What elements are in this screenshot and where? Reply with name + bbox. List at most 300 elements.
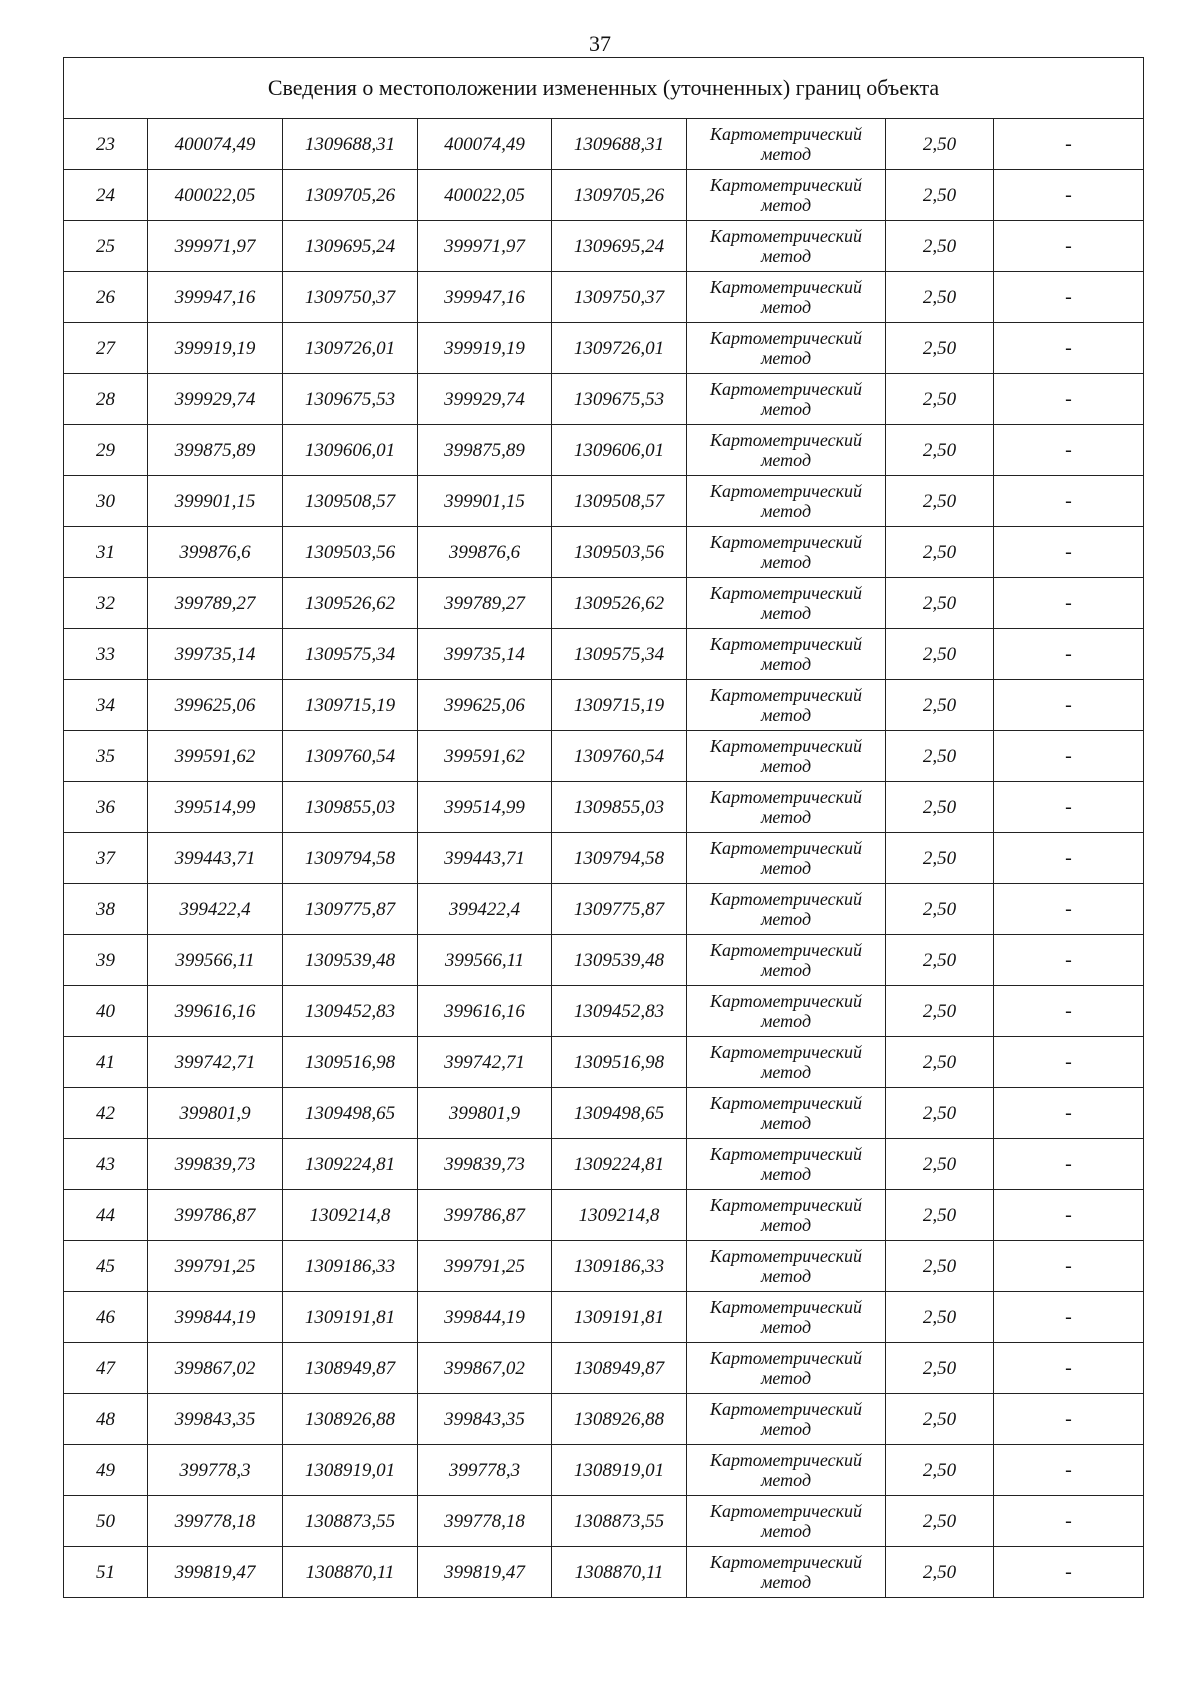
note-cell: - — [994, 986, 1144, 1037]
existing-x-cell: 399839,73 — [148, 1139, 283, 1190]
refined-y-cell: 1309214,8 — [552, 1190, 687, 1241]
accuracy-cell: 2,50 — [886, 1241, 994, 1292]
point-number-cell: 43 — [64, 1139, 148, 1190]
refined-y-cell: 1309503,56 — [552, 527, 687, 578]
method-line-2: метод — [760, 552, 812, 572]
accuracy-cell: 2,50 — [886, 1292, 994, 1343]
existing-x-cell: 399867,02 — [148, 1343, 283, 1394]
refined-x-cell: 399919,19 — [418, 323, 552, 374]
note-cell: - — [994, 170, 1144, 221]
method-cell — [687, 170, 886, 221]
point-number-cell: 35 — [64, 731, 148, 782]
existing-y-cell: 1309539,48 — [283, 935, 418, 986]
refined-x-cell: 399786,87 — [418, 1190, 552, 1241]
refined-y-cell: 1309726,01 — [552, 323, 687, 374]
accuracy-cell: 2,50 — [886, 1496, 994, 1547]
method-cell — [687, 119, 886, 170]
table-row — [64, 221, 1144, 272]
method-line-1: Картометрический — [709, 379, 862, 399]
point-number-cell: 47 — [64, 1343, 148, 1394]
refined-x-cell: 399801,9 — [418, 1088, 552, 1139]
point-number-cell: 48 — [64, 1394, 148, 1445]
method-line-1: Картометрический — [709, 1348, 862, 1368]
note-cell: - — [994, 1445, 1144, 1496]
point-number-cell: 49 — [64, 1445, 148, 1496]
refined-x-cell: 399875,89 — [418, 425, 552, 476]
existing-y-cell: 1309794,58 — [283, 833, 418, 884]
accuracy-cell: 2,50 — [886, 1343, 994, 1394]
note-cell: - — [994, 782, 1144, 833]
point-number-cell: 39 — [64, 935, 148, 986]
note-cell: - — [994, 1343, 1144, 1394]
refined-y-cell: 1308926,88 — [552, 1394, 687, 1445]
existing-x-cell: 399901,15 — [148, 476, 283, 527]
note-cell: - — [994, 1037, 1144, 1088]
note-cell: - — [994, 323, 1144, 374]
accuracy-cell: 2,50 — [886, 1394, 994, 1445]
table-row — [64, 119, 1144, 170]
note-cell: - — [994, 1190, 1144, 1241]
note-cell: - — [994, 680, 1144, 731]
refined-x-cell: 399591,62 — [418, 731, 552, 782]
existing-x-cell: 400022,05 — [148, 170, 283, 221]
method-cell — [687, 527, 886, 578]
table-row — [64, 986, 1144, 1037]
point-number-cell: 50 — [64, 1496, 148, 1547]
point-number-cell: 30 — [64, 476, 148, 527]
method-line-1: Картометрический — [709, 685, 862, 705]
existing-y-cell: 1309695,24 — [283, 221, 418, 272]
note-cell: - — [994, 1547, 1144, 1598]
table-row — [64, 374, 1144, 425]
point-number-cell: 37 — [64, 833, 148, 884]
table-body — [64, 58, 1144, 1598]
method-line-1: Картометрический — [709, 1552, 862, 1572]
existing-y-cell: 1309503,56 — [283, 527, 418, 578]
refined-x-cell: 399778,18 — [418, 1496, 552, 1547]
method-line-1: Картометрический — [709, 226, 862, 246]
refined-x-cell: 399971,97 — [418, 221, 552, 272]
refined-y-cell: 1309760,54 — [552, 731, 687, 782]
point-number-cell: 29 — [64, 425, 148, 476]
accuracy-cell: 2,50 — [886, 680, 994, 731]
refined-y-cell: 1309186,33 — [552, 1241, 687, 1292]
refined-x-cell: 399839,73 — [418, 1139, 552, 1190]
existing-x-cell: 399844,19 — [148, 1292, 283, 1343]
existing-y-cell: 1308873,55 — [283, 1496, 418, 1547]
existing-y-cell: 1309675,53 — [283, 374, 418, 425]
existing-y-cell: 1309224,81 — [283, 1139, 418, 1190]
page-number: 37 — [589, 31, 611, 56]
accuracy-cell: 2,50 — [886, 425, 994, 476]
refined-y-cell: 1309508,57 — [552, 476, 687, 527]
method-line-2: метод — [760, 1011, 812, 1031]
method-cell — [687, 221, 886, 272]
point-number-cell: 31 — [64, 527, 148, 578]
table-row — [64, 272, 1144, 323]
method-line-2: метод — [760, 1368, 812, 1388]
method-cell — [687, 272, 886, 323]
method-line-2: метод — [760, 1164, 812, 1184]
table-row — [64, 1547, 1144, 1598]
existing-x-cell: 399947,16 — [148, 272, 283, 323]
method-cell — [687, 629, 886, 680]
method-line-2: метод — [760, 960, 812, 980]
refined-y-cell: 1309526,62 — [552, 578, 687, 629]
method-cell — [687, 1139, 886, 1190]
point-number-cell: 24 — [64, 170, 148, 221]
refined-y-cell: 1309775,87 — [552, 884, 687, 935]
note-cell: - — [994, 374, 1144, 425]
accuracy-cell: 2,50 — [886, 221, 994, 272]
accuracy-cell: 2,50 — [886, 884, 994, 935]
method-cell — [687, 1088, 886, 1139]
method-cell — [687, 476, 886, 527]
method-line-2: метод — [760, 1521, 812, 1541]
table-row — [64, 578, 1144, 629]
existing-x-cell: 399786,87 — [148, 1190, 283, 1241]
existing-x-cell: 400074,49 — [148, 119, 283, 170]
table-row — [64, 1445, 1144, 1496]
refined-x-cell: 399735,14 — [418, 629, 552, 680]
refined-x-cell: 399625,06 — [418, 680, 552, 731]
method-line-1: Картометрический — [709, 940, 862, 960]
refined-x-cell: 399422,4 — [418, 884, 552, 935]
existing-x-cell: 399616,16 — [148, 986, 283, 1037]
method-line-2: метод — [760, 1419, 812, 1439]
refined-y-cell: 1309498,65 — [552, 1088, 687, 1139]
existing-x-cell: 399801,9 — [148, 1088, 283, 1139]
method-cell — [687, 578, 886, 629]
method-line-2: метод — [760, 1215, 812, 1235]
accuracy-cell: 2,50 — [886, 731, 994, 782]
table-row — [64, 1292, 1144, 1343]
note-cell: - — [994, 1496, 1144, 1547]
existing-x-cell: 399778,18 — [148, 1496, 283, 1547]
existing-x-cell: 399514,99 — [148, 782, 283, 833]
accuracy-cell: 2,50 — [886, 1139, 994, 1190]
point-number-cell: 51 — [64, 1547, 148, 1598]
method-cell — [687, 884, 886, 935]
note-cell: - — [994, 527, 1144, 578]
method-line-1: Картометрический — [709, 583, 862, 603]
method-line-1: Картометрический — [709, 1450, 862, 1470]
method-line-2: метод — [760, 858, 812, 878]
existing-y-cell: 1309575,34 — [283, 629, 418, 680]
table-row — [64, 833, 1144, 884]
refined-x-cell: 399901,15 — [418, 476, 552, 527]
note-cell: - — [994, 884, 1144, 935]
existing-y-cell: 1309498,65 — [283, 1088, 418, 1139]
method-cell — [687, 374, 886, 425]
point-number-cell: 46 — [64, 1292, 148, 1343]
method-cell — [687, 1547, 886, 1598]
method-line-2: метод — [760, 756, 812, 776]
table-row — [64, 629, 1144, 680]
refined-y-cell: 1309452,83 — [552, 986, 687, 1037]
method-line-1: Картометрический — [709, 1093, 862, 1113]
table-row — [64, 425, 1144, 476]
method-cell — [687, 1394, 886, 1445]
method-line-2: метод — [760, 1113, 812, 1133]
method-cell — [687, 935, 886, 986]
method-line-1: Картометрический — [709, 787, 862, 807]
existing-y-cell: 1309760,54 — [283, 731, 418, 782]
point-number-cell: 33 — [64, 629, 148, 680]
method-line-1: Картометрический — [709, 175, 862, 195]
existing-x-cell: 399778,3 — [148, 1445, 283, 1496]
existing-y-cell: 1309688,31 — [283, 119, 418, 170]
method-line-1: Картометрический — [709, 889, 862, 909]
refined-x-cell: 399566,11 — [418, 935, 552, 986]
method-line-2: метод — [760, 654, 812, 674]
method-line-2: метод — [760, 1470, 812, 1490]
method-line-2: метод — [760, 1062, 812, 1082]
note-cell: - — [994, 833, 1144, 884]
method-cell — [687, 782, 886, 833]
existing-y-cell: 1308926,88 — [283, 1394, 418, 1445]
refined-y-cell: 1309516,98 — [552, 1037, 687, 1088]
existing-x-cell: 399791,25 — [148, 1241, 283, 1292]
table-row — [64, 1241, 1144, 1292]
refined-x-cell: 399789,27 — [418, 578, 552, 629]
note-cell: - — [994, 221, 1144, 272]
note-cell: - — [994, 1088, 1144, 1139]
existing-x-cell: 399566,11 — [148, 935, 283, 986]
point-number-cell: 42 — [64, 1088, 148, 1139]
existing-x-cell: 399422,4 — [148, 884, 283, 935]
refined-y-cell: 1308873,55 — [552, 1496, 687, 1547]
accuracy-cell: 2,50 — [886, 578, 994, 629]
existing-y-cell: 1309186,33 — [283, 1241, 418, 1292]
table-row — [64, 323, 1144, 374]
refined-x-cell: 399947,16 — [418, 272, 552, 323]
method-line-1: Картометрический — [709, 1501, 862, 1521]
existing-x-cell: 399625,06 — [148, 680, 283, 731]
method-line-1: Картометрический — [709, 532, 862, 552]
accuracy-cell: 2,50 — [886, 323, 994, 374]
point-number-cell: 25 — [64, 221, 148, 272]
existing-x-cell: 399929,74 — [148, 374, 283, 425]
existing-y-cell: 1309214,8 — [283, 1190, 418, 1241]
existing-y-cell: 1309715,19 — [283, 680, 418, 731]
refined-x-cell: 399616,16 — [418, 986, 552, 1037]
method-line-2: метод — [760, 144, 812, 164]
method-line-2: метод — [760, 1317, 812, 1337]
method-line-1: Картометрический — [709, 481, 862, 501]
accuracy-cell: 2,50 — [886, 1037, 994, 1088]
refined-x-cell: 399778,3 — [418, 1445, 552, 1496]
existing-x-cell: 399875,89 — [148, 425, 283, 476]
method-line-2: метод — [760, 450, 812, 470]
method-cell — [687, 323, 886, 374]
method-line-1: Картометрический — [709, 1399, 862, 1419]
point-number-cell: 41 — [64, 1037, 148, 1088]
method-line-2: метод — [760, 399, 812, 419]
existing-y-cell: 1308870,11 — [283, 1547, 418, 1598]
method-line-2: метод — [760, 1572, 812, 1592]
refined-y-cell: 1309695,24 — [552, 221, 687, 272]
method-line-2: метод — [760, 348, 812, 368]
existing-x-cell: 399919,19 — [148, 323, 283, 374]
point-number-cell: 36 — [64, 782, 148, 833]
method-line-2: метод — [760, 195, 812, 215]
method-line-1: Картометрический — [709, 991, 862, 1011]
accuracy-cell: 2,50 — [886, 935, 994, 986]
refined-x-cell: 399876,6 — [418, 527, 552, 578]
note-cell: - — [994, 629, 1144, 680]
method-line-1: Картометрический — [709, 124, 862, 144]
method-line-1: Картометрический — [709, 1195, 862, 1215]
method-cell — [687, 833, 886, 884]
method-line-1: Картометрический — [709, 1144, 862, 1164]
method-line-1: Картометрический — [709, 430, 862, 450]
refined-y-cell: 1309224,81 — [552, 1139, 687, 1190]
refined-x-cell: 399514,99 — [418, 782, 552, 833]
existing-y-cell: 1309526,62 — [283, 578, 418, 629]
refined-x-cell: 400074,49 — [418, 119, 552, 170]
refined-y-cell: 1309191,81 — [552, 1292, 687, 1343]
method-line-1: Картометрический — [709, 634, 862, 654]
refined-y-cell: 1308870,11 — [552, 1547, 687, 1598]
method-cell — [687, 1037, 886, 1088]
existing-y-cell: 1309508,57 — [283, 476, 418, 527]
accuracy-cell: 2,50 — [886, 170, 994, 221]
table-row — [64, 731, 1144, 782]
refined-y-cell: 1308949,87 — [552, 1343, 687, 1394]
existing-x-cell: 399971,97 — [148, 221, 283, 272]
method-line-1: Картометрический — [709, 1297, 862, 1317]
method-cell — [687, 1445, 886, 1496]
existing-x-cell: 399843,35 — [148, 1394, 283, 1445]
note-cell: - — [994, 1292, 1144, 1343]
method-line-1: Картометрический — [709, 277, 862, 297]
method-line-2: метод — [760, 909, 812, 929]
method-cell — [687, 425, 886, 476]
method-cell — [687, 1190, 886, 1241]
table-caption-row — [64, 58, 1144, 119]
note-cell: - — [994, 272, 1144, 323]
table-row — [64, 782, 1144, 833]
refined-x-cell: 400022,05 — [418, 170, 552, 221]
note-cell: - — [994, 476, 1144, 527]
existing-y-cell: 1308919,01 — [283, 1445, 418, 1496]
method-cell — [687, 1241, 886, 1292]
refined-y-cell: 1309855,03 — [552, 782, 687, 833]
existing-y-cell: 1309726,01 — [283, 323, 418, 374]
refined-y-cell: 1309705,26 — [552, 170, 687, 221]
existing-x-cell: 399819,47 — [148, 1547, 283, 1598]
refined-x-cell: 399443,71 — [418, 833, 552, 884]
table-row — [64, 1496, 1144, 1547]
existing-y-cell: 1309606,01 — [283, 425, 418, 476]
method-line-2: метод — [760, 705, 812, 725]
accuracy-cell: 2,50 — [886, 1445, 994, 1496]
note-cell: - — [994, 578, 1144, 629]
method-line-1: Картометрический — [709, 1246, 862, 1266]
refined-y-cell: 1309575,34 — [552, 629, 687, 680]
refined-x-cell: 399844,19 — [418, 1292, 552, 1343]
refined-x-cell: 399791,25 — [418, 1241, 552, 1292]
table-row — [64, 1343, 1144, 1394]
point-number-cell: 32 — [64, 578, 148, 629]
point-number-cell: 38 — [64, 884, 148, 935]
refined-x-cell: 399929,74 — [418, 374, 552, 425]
method-line-2: метод — [760, 1266, 812, 1286]
accuracy-cell: 2,50 — [886, 527, 994, 578]
refined-y-cell: 1309539,48 — [552, 935, 687, 986]
existing-y-cell: 1309191,81 — [283, 1292, 418, 1343]
existing-y-cell: 1309705,26 — [283, 170, 418, 221]
method-line-2: метод — [760, 297, 812, 317]
existing-x-cell: 399591,62 — [148, 731, 283, 782]
refined-y-cell: 1309688,31 — [552, 119, 687, 170]
point-number-cell: 27 — [64, 323, 148, 374]
point-number-cell: 45 — [64, 1241, 148, 1292]
point-number-cell: 26 — [64, 272, 148, 323]
table-caption: Сведения о местоположении измененных (уточненных) границ объекта — [64, 58, 1144, 119]
table-row — [64, 935, 1144, 986]
accuracy-cell: 2,50 — [886, 986, 994, 1037]
accuracy-cell: 2,50 — [886, 1547, 994, 1598]
refined-x-cell: 399867,02 — [418, 1343, 552, 1394]
accuracy-cell: 2,50 — [886, 272, 994, 323]
method-line-1: Картометрический — [709, 1042, 862, 1062]
table-row — [64, 170, 1144, 221]
table-row — [64, 527, 1144, 578]
refined-y-cell: 1309715,19 — [552, 680, 687, 731]
table-row — [64, 476, 1144, 527]
point-number-cell: 44 — [64, 1190, 148, 1241]
table-row — [64, 1088, 1144, 1139]
refined-y-cell: 1308919,01 — [552, 1445, 687, 1496]
existing-y-cell: 1308949,87 — [283, 1343, 418, 1394]
point-number-cell: 40 — [64, 986, 148, 1037]
accuracy-cell: 2,50 — [886, 374, 994, 425]
note-cell: - — [994, 1394, 1144, 1445]
note-cell: - — [994, 1139, 1144, 1190]
existing-x-cell: 399876,6 — [148, 527, 283, 578]
method-cell — [687, 1496, 886, 1547]
method-line-2: метод — [760, 501, 812, 521]
note-cell: - — [994, 731, 1144, 782]
note-cell: - — [994, 935, 1144, 986]
table-row — [64, 884, 1144, 935]
accuracy-cell: 2,50 — [886, 782, 994, 833]
table-row — [64, 1037, 1144, 1088]
accuracy-cell: 2,50 — [886, 1190, 994, 1241]
method-line-2: метод — [760, 807, 812, 827]
note-cell: - — [994, 119, 1144, 170]
point-number-cell: 23 — [64, 119, 148, 170]
accuracy-cell: 2,50 — [886, 1088, 994, 1139]
refined-x-cell: 399742,71 — [418, 1037, 552, 1088]
existing-x-cell: 399789,27 — [148, 578, 283, 629]
refined-y-cell: 1309750,37 — [552, 272, 687, 323]
method-cell — [687, 1343, 886, 1394]
existing-y-cell: 1309750,37 — [283, 272, 418, 323]
refined-y-cell: 1309606,01 — [552, 425, 687, 476]
accuracy-cell: 2,50 — [886, 476, 994, 527]
method-cell — [687, 1292, 886, 1343]
method-line-2: метод — [760, 603, 812, 623]
table-row — [64, 1394, 1144, 1445]
accuracy-cell: 2,50 — [886, 119, 994, 170]
method-line-1: Картометрический — [709, 736, 862, 756]
table-row — [64, 680, 1144, 731]
table-row — [64, 1139, 1144, 1190]
table-row — [64, 1190, 1144, 1241]
